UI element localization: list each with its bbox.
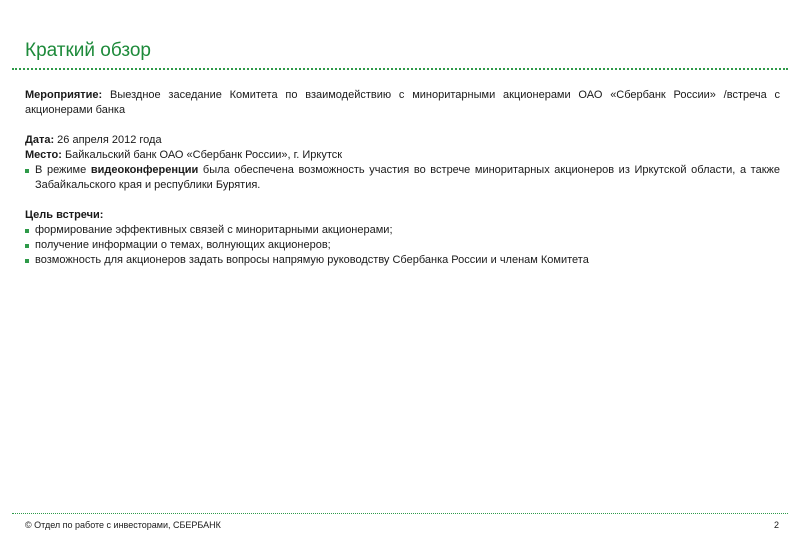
bullet-icon — [25, 259, 29, 263]
footer-divider — [12, 513, 788, 514]
bullet-icon — [25, 229, 29, 233]
page-title: Краткий обзор — [25, 40, 151, 61]
slide-content — [25, 88, 780, 268]
event-text: Выездное заседание Комитета по взаимодействию с миноритарными акционерами ОАО «Сбербанк России» /встреча с акционерами банка — [25, 89, 780, 116]
footer-copyright: © Отдел по работе с инвесторами, СБЕРБАНК — [25, 520, 221, 530]
event-paragraph — [25, 88, 780, 118]
date-label: Дата: — [25, 134, 55, 146]
goals-heading: Цель встречи: — [25, 209, 104, 221]
page-number: 2 — [773, 520, 779, 530]
date-text: 26 апреля 2012 года — [54, 134, 162, 146]
title-divider — [12, 68, 788, 70]
place-line — [25, 148, 780, 163]
list-item: В режиме видеоконференции была обеспечена возможность участия во встрече миноритарных акционеров из Иркутской области, а также Забайкальского края и республики Бурятия. — [25, 163, 780, 193]
bullet-icon — [25, 244, 29, 248]
goals-list — [25, 223, 780, 268]
bullet-icon — [25, 169, 29, 173]
place-text: Байкальский банк ОАО «Сбербанк России», г. Иркутск — [61, 149, 343, 161]
video-conference-term: видеоконференции — [90, 164, 199, 176]
place-label: Место: — [25, 149, 62, 161]
list-item: формирование эффективных связей с миноритарными акционерами; — [25, 223, 780, 238]
list-item: возможность для акционеров задать вопросы напрямую руководству Сбербанка России и членам Комитета — [25, 253, 780, 268]
event-label: Мероприятие: — [25, 89, 103, 101]
list-item: получение информации о темах, волнующих акционеров; — [25, 238, 780, 253]
video-note-list — [25, 163, 780, 193]
date-line — [25, 133, 780, 148]
